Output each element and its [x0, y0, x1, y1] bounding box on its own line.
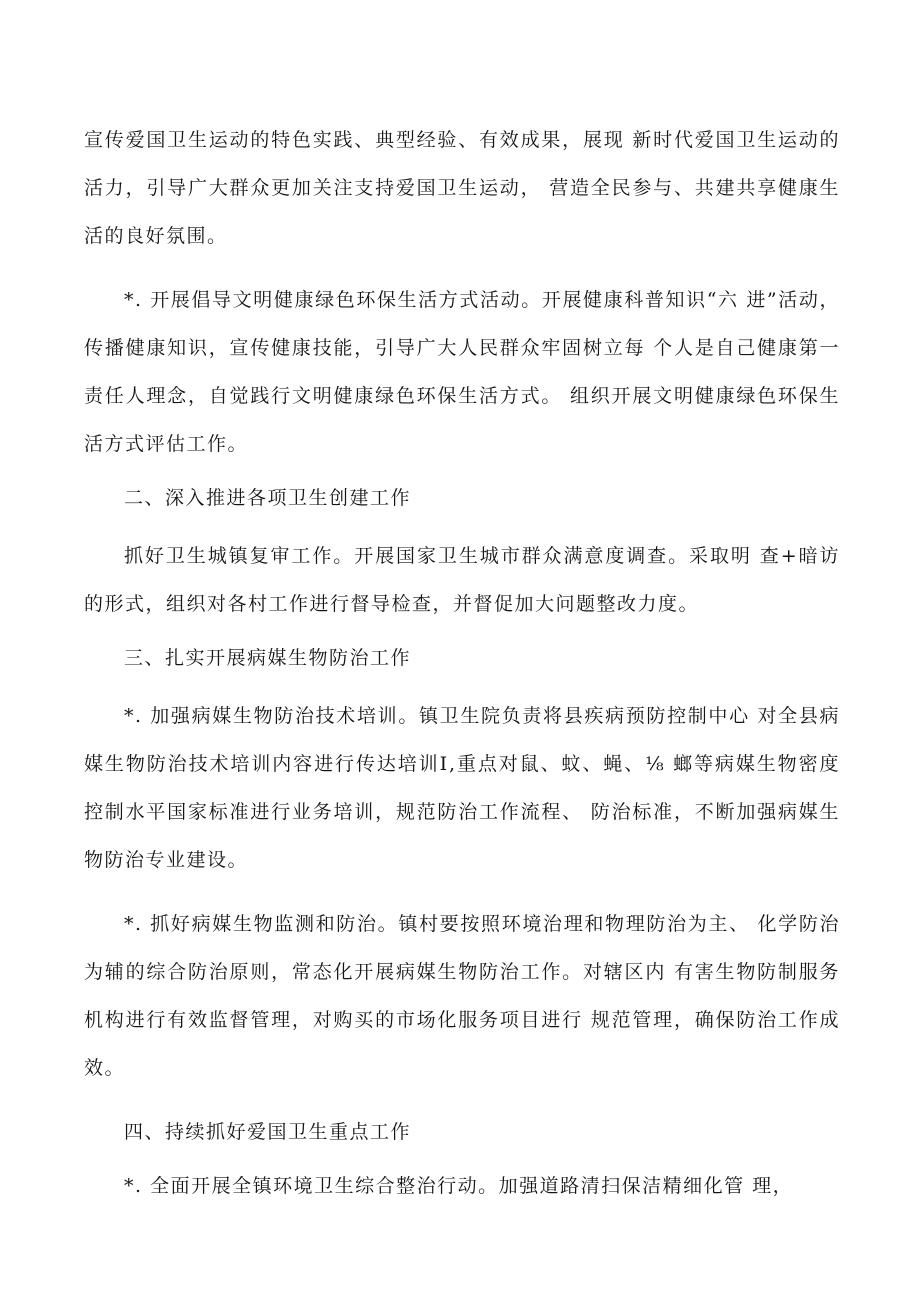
paragraph-environmental-rectification: *. 全面开展全镇环境卫生综合整治行动。加强道路清扫保洁精细化管 理， — [124, 1175, 794, 1197]
paragraph-publicity-continuation: 宣传爱国卫生运动的特色实践、典型经验、有效成果，展现 新时代爱国卫生运动的活力，引导广大群众更加关注支持爱国卫生运动， 营造全民参与、共建共享健康生活的良好氛围。 — [84, 129, 840, 247]
paragraph-vector-control-training: *. 加强病媒生物防治技术培训。镇卫生院负责将县疾病预防控制中心 对全县病媒生物防治技术培训内容进行传达培训Ⅰ,重点对鼠、蚊、蝇、⅛ 螂等病媒生物密度控制水平国家标准进行业务培训，规范防治工作流程、 防治标准，不断加强病媒生物防治专业建设。 — [84, 705, 840, 871]
paragraph-sanitary-town-review: 抓好卫生城镇复审工作。开展国家卫生城市群众满意度调查。采取明 查+暗访的形式，组织对各村工作进行督导检查，并督促加大问题整改力度。 — [84, 545, 840, 615]
section-heading-3: 三、扎实开展病媒生物防治工作 — [124, 647, 412, 669]
paragraph-vector-monitoring: *. 抓好病媒生物监测和防治。镇村要按照环境治理和物理防治为主、 化学防治为辅的综合防治原则，常态化开展病媒生物防治工作。对辖区内 有害生物防制服务机构进行有效监督管理，对购买的市场化服务项目进行 规范管理，确保防治工作成效。 — [84, 913, 840, 1079]
section-heading-2: 二、深入推进各项卫生创建工作 — [124, 487, 412, 509]
paragraph-healthy-lifestyle-campaign: *. 开展倡导文明健康绿色环保生活方式活动。开展健康科普知识“六 进”活动，传播健康知识，宣传健康技能，引导广大人民群众牢固树立每 个人是自己健康第一责任人理念，自觉践行文明健康绿色环保生活方式。 组织开展文明健康绿色环保生活方式评估工作。 — [84, 289, 840, 455]
section-heading-4: 四、持续抓好爱国卫生重点工作 — [124, 1121, 412, 1143]
document-body — [84, 116, 840, 1210]
